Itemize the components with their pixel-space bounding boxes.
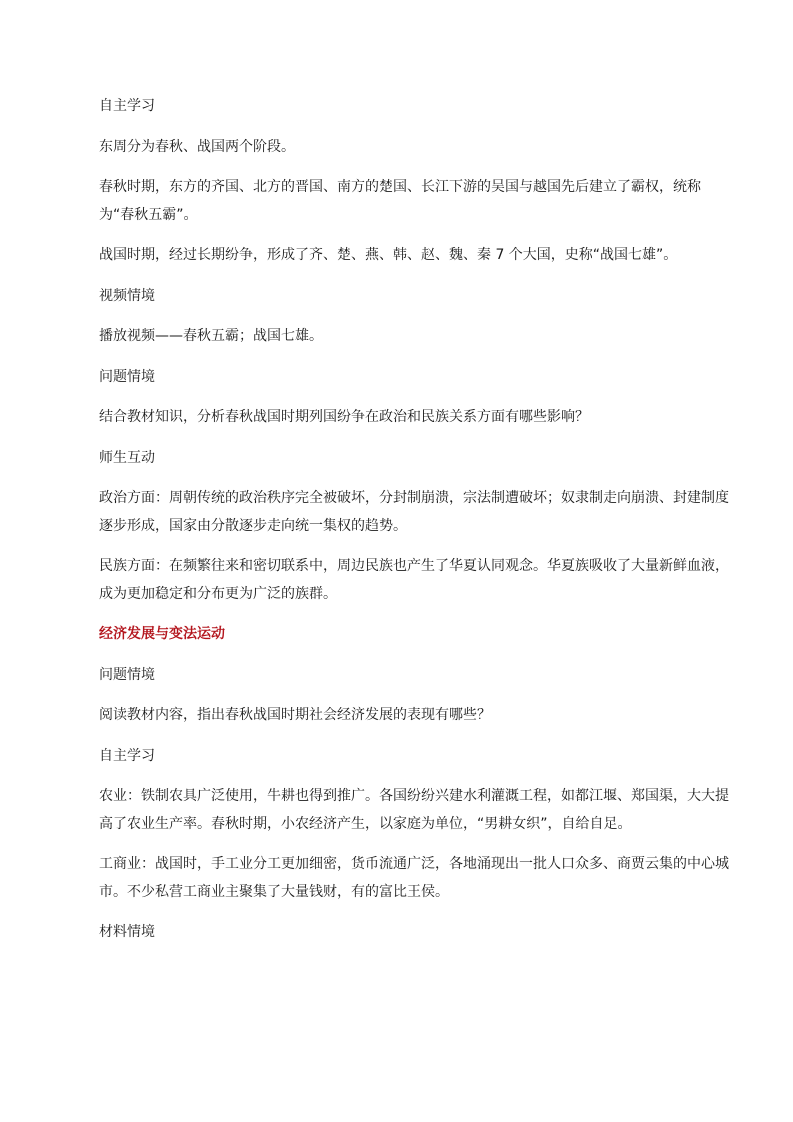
paragraph-commerce: 工商业：战国时，手工业分工更加细密，货币流通广泛，各地涌现出一批人口众多、商贾云集的中心城市。不少私营工商业主聚集了大量钱财，有的富比王侯。 bbox=[99, 856, 729, 900]
document-body bbox=[99, 93, 729, 960]
paragraph-political: 政治方面：周朝传统的政治秩序完全被破坏，分封制崩溃，宗法制遭破坏；奴隶制走向崩溃、封建制度逐步形成，国家由分散逐步走向统一集权的趋势。 bbox=[99, 490, 729, 534]
paragraph-spring-autumn: 春秋时期，东方的齐国、北方的晋国、南方的楚国、长江下游的吴国与越国先后建立了霸权，统称为“春秋五霸”。 bbox=[99, 179, 701, 223]
paragraph-warring-states: 战国时期，经过长期纷争，形成了齐、楚、燕、韩、赵、魏、秦 7 个大国，史称“战国七雄”。 bbox=[99, 247, 678, 263]
paragraph-question-impact: 结合教材知识，分析春秋战国时期列国纷争在政治和民族关系方面有哪些影响？ bbox=[99, 409, 589, 425]
section-label-question: 问题情境 bbox=[99, 368, 155, 385]
paragraph-play-video: 播放视频——春秋五霸；战国七雄。 bbox=[99, 328, 323, 344]
paragraph-ethnic: 民族方面：在频繁往来和密切联系中，周边民族也产生了华夏认同观念。华夏族吸收了大量新鲜血液，成为更加稳定和分布更为广泛的族群。 bbox=[99, 558, 729, 602]
section-label-video: 视频情境 bbox=[99, 287, 155, 304]
section-heading-economy: 经济发展与变法运动 bbox=[99, 626, 225, 642]
section-label-self-study: 自主学习 bbox=[99, 98, 155, 114]
section-label-interaction: 师生互动 bbox=[99, 449, 155, 466]
paragraph-question-economy: 阅读教材内容，指出春秋战国时期社会经济发展的表现有哪些？ bbox=[99, 707, 491, 723]
section-label-material: 材料情境 bbox=[99, 924, 155, 940]
section-label-question-2: 问题情境 bbox=[99, 666, 155, 683]
section-label-self-study-2: 自主学习 bbox=[99, 747, 155, 764]
paragraph-agriculture: 农业：铁制农具广泛使用，牛耕也得到推广。各国纷纷兴建水利灌溉工程，如都江堰、郑国渠，大大提高了农业生产率。春秋时期，小农经济产生，以家庭为单位，“男耕女织”，自给自足。 bbox=[99, 788, 729, 832]
paragraph-eastern-zhou: 东周分为春秋、战国两个阶段。 bbox=[99, 138, 295, 155]
